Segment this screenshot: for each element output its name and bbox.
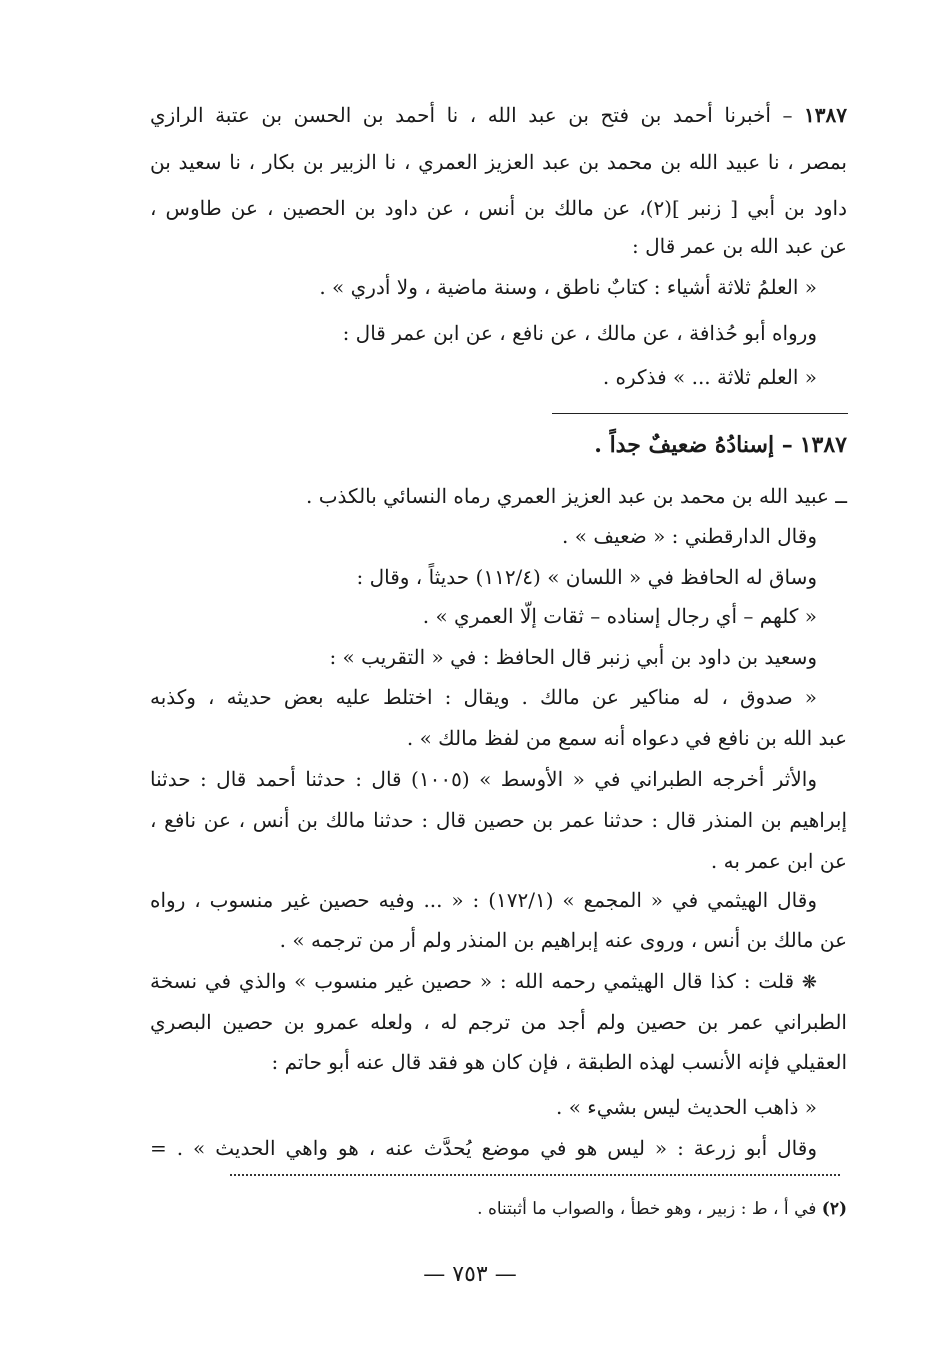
hadith-line-1-text: – أخبرنا أحمد بن فتح بن عبد الله ، نا أحمد بن الحسن بن عتبة الرازي: [150, 103, 793, 127]
commentary-line-16: « ذاهب الحديث ليس بشيء » .: [556, 1095, 817, 1119]
commentary-line-3: وساق له الحافظ في « اللسان » (١١٢/٤) حديثاً ، وقال :: [356, 565, 817, 589]
commentary-heading-text: – إسنادُهُ ضعيفٌ جداً .: [594, 432, 793, 458]
commentary-line-8: والأثر أخرجه الطبراني في « الأوسط » (١٠٠٥) قال : حدثنا أحمد قال : حدثنا: [150, 767, 817, 791]
commentary-number: ١٣٨٧: [799, 432, 847, 458]
footnote-marker: (٢): [821, 1199, 847, 1219]
commentary-line-7: عبد الله بن نافع في دعواه أنه سمع من لفظ مالك » .: [406, 726, 847, 750]
commentary-heading: [594, 430, 847, 460]
commentary-line-9: إبراهيم بن المنذر قال : حدثنا عمر بن حصين قال : حدثنا مالك بن أنس ، عن نافع ،: [150, 808, 847, 832]
hadith-line-1: [150, 100, 847, 130]
star-ornament-icon: ❋: [801, 972, 818, 993]
hadith-line-2: بمصر ، نا عبيد الله بن محمد بن عبد العزيز العمري ، نا الزبير بن بكار ، نا سعيد بن: [150, 150, 847, 174]
footnote-separator: [230, 1174, 840, 1176]
commentary-line-13-text: قلت : كذا قال الهيثمي رحمه الله : « حصين غير منسوب » والذي في نسخة: [150, 969, 795, 993]
hadith-quote: « العلمُ ثلاثة أشياء : كتابٌ ناطق ، وسنة ماضية ، ولا أدري » .: [319, 275, 817, 299]
commentary-line-6: « صدوق ، له مناكير عن مالك . ويقال : اختلط عليه بعض حديثه ، وكذبه: [150, 685, 817, 709]
commentary-line-5: وسعيد بن داود بن أبي زنبر قال الحافظ : في « التقريب » :: [329, 645, 817, 669]
hadith-line-6: ورواه أبو حُذافة ، عن مالك ، عن نافع ، عن ابن عمر قال :: [342, 321, 817, 345]
commentary-line-1: ــ عبيد الله بن محمد بن عبد العزيز العمري رماه النسائي بالكذب .: [305, 484, 847, 508]
commentary-line-12: عن مالك بن أنس ، وروى عنه إبراهيم بن المنذر ولم أر من ترجمه » .: [279, 928, 847, 952]
commentary-line-14: الطبراني عمر بن حصين ولم أجد من ترجم له ، ولعله عمرو بن حصين البصري: [150, 1010, 847, 1034]
footnote-text: في أ ، ط : زبير ، وهو خطأ ، والصواب ما أثبتناه .: [477, 1199, 817, 1219]
hadith-line-7: « العلم ثلاثة ... » فذكره .: [602, 365, 817, 389]
commentary-line-15: العقيلي فإنه الأنسب لهذه الطبقة ، فإن كان هو فقد قال عنه أبو حاتم :: [271, 1050, 847, 1074]
commentary-line-2: وقال الدارقطني : « ضعيف » .: [562, 524, 817, 548]
page-number: — ٧٥٣ —: [423, 1262, 517, 1287]
commentary-line-11: وقال الهيثمي في « المجمع » (١٧٢/١) : « ... وفيه حصين غير منسوب ، رواه: [150, 888, 817, 912]
hadith-line-4: عن عبد الله بن عمر قال :: [631, 234, 847, 258]
commentary-line-13: [150, 966, 817, 996]
commentary-line-4: « كلهم – أي رجال إسناده – ثقات إلّا العمري » .: [422, 604, 817, 628]
hadith-number: ١٣٨٧: [804, 103, 847, 127]
section-divider: [552, 413, 848, 414]
footnote: [477, 1196, 847, 1222]
commentary-line-10: عن ابن عمر به .: [710, 849, 847, 873]
hadith-line-3: داود بن أبي [ زنبر ](٢)، عن مالك بن أنس ، عن داود بن الحصين ، عن طاوس ،: [150, 196, 847, 220]
commentary-line-17: وقال أبو زرعة : « ليس هو في موضع يُحدَّث عنه ، هو واهي الحديث » . =: [150, 1136, 817, 1160]
